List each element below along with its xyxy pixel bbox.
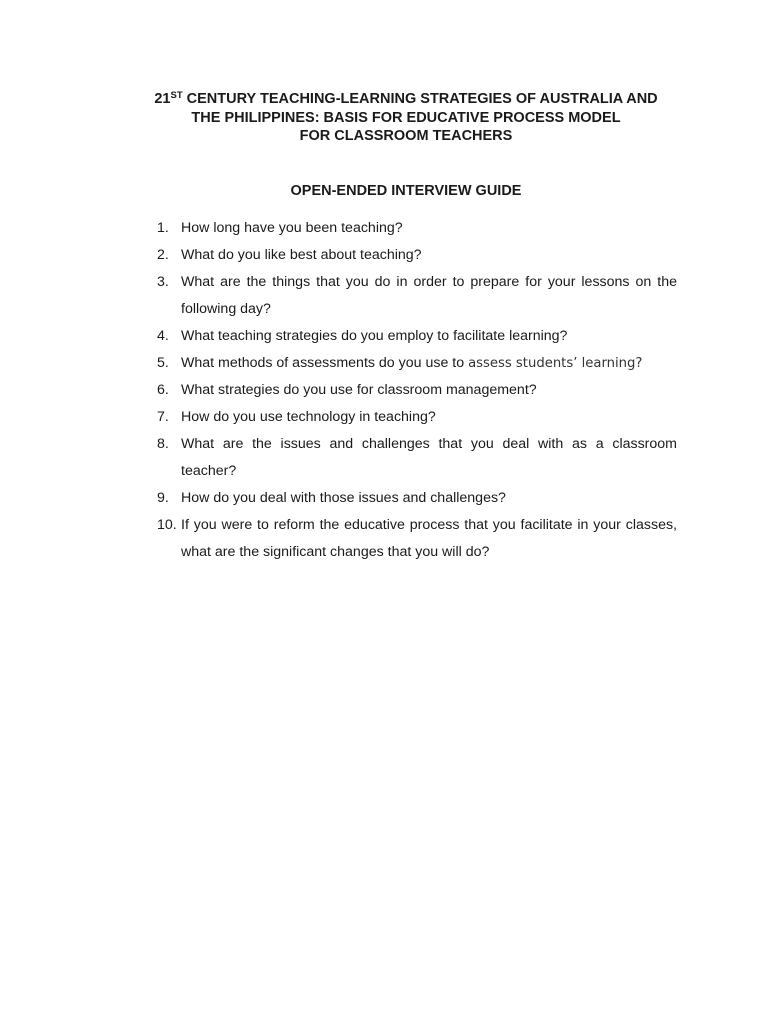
question-item [157, 404, 677, 431]
question-text: What teaching strategies do you employ to facilitate learning? [181, 328, 568, 344]
title-line-1-text: CENTURY TEACHING-LEARNING STRATEGIES OF AUSTRALIA AND [182, 91, 658, 107]
question-text-alt-font: assess students’ learning? [468, 356, 643, 371]
question-text: What methods of assessments do you use to [181, 355, 469, 371]
question-text-container [181, 350, 677, 377]
title-line-1 [120, 90, 692, 109]
question-text: How do you deal with those issues and challenges? [181, 490, 506, 506]
question-number: 9. [157, 490, 169, 506]
question-text: What strategies do you use for classroom management? [181, 382, 537, 398]
question-number: 10. [157, 517, 177, 533]
question-number: 2. [157, 247, 169, 263]
question-item [157, 323, 677, 350]
question-number: 1. [157, 220, 169, 236]
document-title [120, 90, 692, 146]
question-text: If you were to reform the educative process that you facilitate in your classes, what are the significant changes that you will do? [181, 517, 677, 560]
question-item [157, 269, 677, 323]
question-item [157, 215, 677, 242]
question-text: How do you use technology in teaching? [181, 409, 436, 425]
question-item [157, 431, 677, 485]
question-text: What are the things that you do in order to prepare for your lessons on the following day? [181, 274, 677, 317]
section-heading: OPEN-ENDED INTERVIEW GUIDE [290, 183, 522, 199]
title-line-2: THE PHILIPPINES: BASIS FOR EDUCATIVE PROCESS MODEL [191, 109, 621, 126]
title-ordinal-suffix: ST [170, 90, 183, 101]
question-number: 5. [157, 355, 169, 371]
question-item [157, 485, 677, 512]
question-item [157, 512, 677, 566]
question-item [157, 350, 677, 377]
question-text: How long have you been teaching? [181, 220, 403, 236]
question-item [157, 377, 677, 404]
question-number: 3. [157, 274, 169, 290]
question-number: 8. [157, 436, 169, 452]
question-text: What do you like best about teaching? [181, 247, 422, 263]
question-list [157, 215, 677, 566]
question-number: 7. [157, 409, 169, 425]
question-text: What are the issues and challenges that you deal with as a classroom teacher? [181, 436, 677, 479]
title-century-number: 21 [154, 91, 171, 107]
question-number: 4. [157, 328, 169, 344]
question-item [157, 242, 677, 269]
title-line-3: FOR CLASSROOM TEACHERS [299, 128, 513, 144]
question-number: 6. [157, 382, 169, 398]
